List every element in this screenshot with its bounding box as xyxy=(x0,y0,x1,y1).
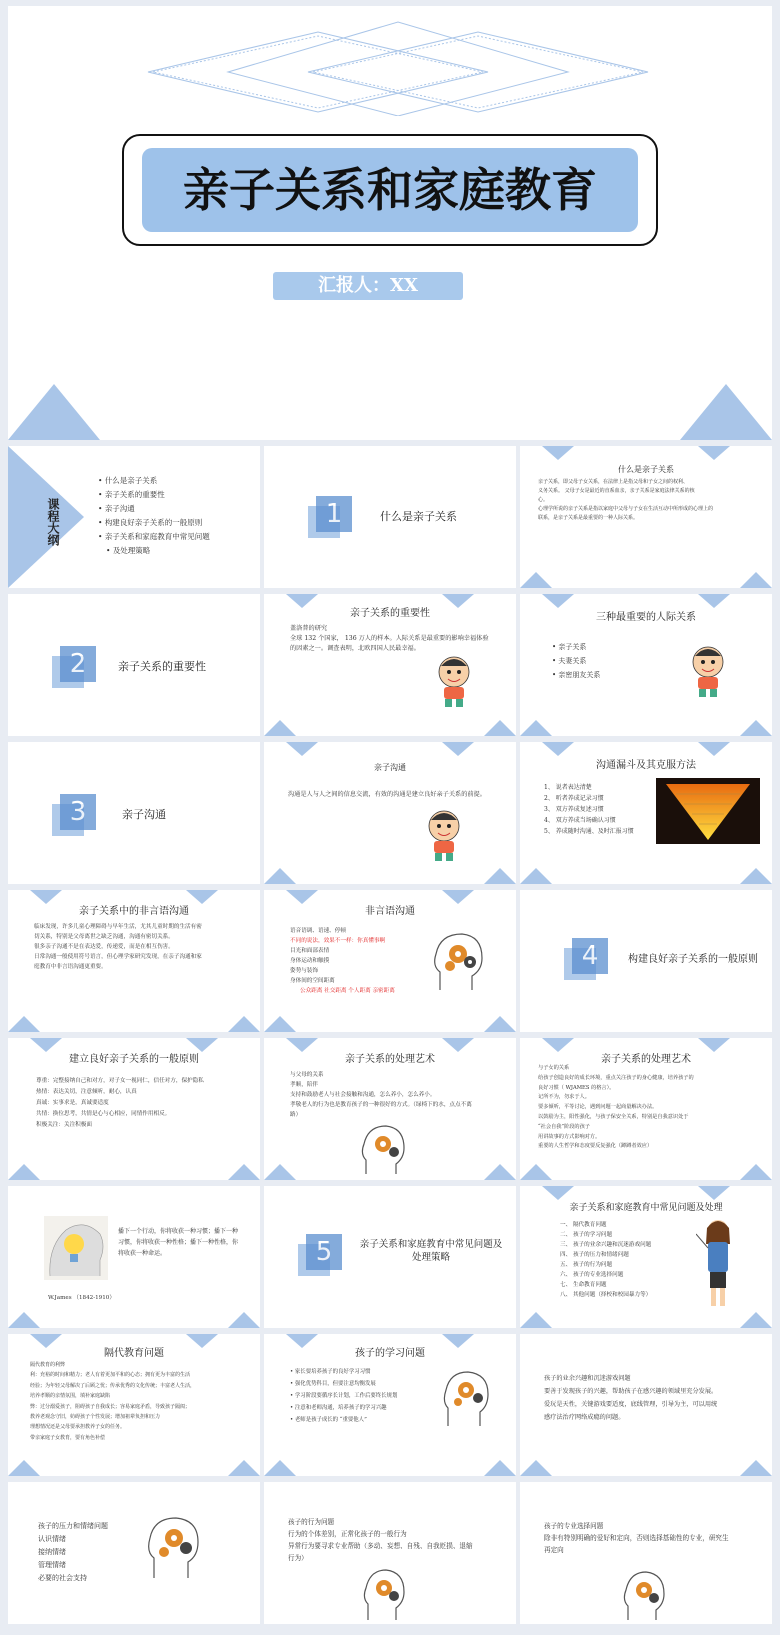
study-list xyxy=(290,1366,397,1426)
slide-section-4[interactable] xyxy=(520,890,772,1032)
slide-funnel[interactable] xyxy=(520,742,772,884)
outline-item: • 亲子关系和家庭教育中常见问题 xyxy=(98,530,210,544)
text-line: 再定向 xyxy=(544,1546,564,1554)
slide-title: 亲子关系的处理艺术 xyxy=(345,1054,435,1065)
text-line: 良好习惯（ WJAMES 的格言）。 xyxy=(538,1084,615,1091)
slide-title: 三种最重要的人际关系 xyxy=(596,612,696,623)
slide-section-3[interactable] xyxy=(8,742,260,884)
cartoon-boy-icon xyxy=(686,644,730,698)
slide-body xyxy=(36,1076,204,1131)
slide-body xyxy=(544,1520,729,1556)
tri-decoration xyxy=(264,1016,296,1032)
slide-stress[interactable] xyxy=(8,1482,260,1624)
tri-decoration xyxy=(740,1312,772,1328)
outline-side-title: 课程大纲 xyxy=(46,498,60,546)
tri-decoration xyxy=(520,1164,552,1180)
title-frame xyxy=(122,134,658,246)
tri-decoration xyxy=(520,1312,552,1328)
text-line: 管理情绪 xyxy=(38,1561,66,1569)
slide-what-is[interactable] xyxy=(520,446,772,588)
relations-list xyxy=(552,640,600,682)
tri-decoration xyxy=(698,446,730,460)
tri-decoration xyxy=(228,1460,260,1476)
section-label: 什么是亲子关系 xyxy=(380,510,457,523)
text-line: 身体间的空间距离 xyxy=(290,978,335,984)
text-line: 利：充裕的时间和精力；老人有着更加平和的心态；拥有更为丰富的生活 xyxy=(30,1372,191,1379)
tri-decoration xyxy=(740,1460,772,1476)
tri-decoration xyxy=(698,1186,730,1200)
tri-decoration xyxy=(520,720,552,736)
reporter-badge: 汇报人：XX xyxy=(273,272,463,300)
tri-decoration xyxy=(740,1164,772,1180)
list-item: 三、 孩子的业余兴趣和沉迷游戏问题 xyxy=(560,1242,652,1248)
text-line: 积极关注：关注积极面 xyxy=(36,1122,92,1128)
funnel-list xyxy=(544,782,634,837)
text-line: 认识情绪 xyxy=(38,1535,66,1543)
section-number: 4 xyxy=(572,938,608,974)
text-line: 孩子的专业选择问题 xyxy=(544,1522,604,1530)
text-line: 身体运动和触摸 xyxy=(290,958,330,964)
slide-problems[interactable] xyxy=(520,1186,772,1328)
slide-section-2[interactable] xyxy=(8,594,260,736)
slide-title: 亲子关系和家庭教育中常见问题及处理 xyxy=(569,1203,723,1213)
slide-nonverbal[interactable] xyxy=(264,890,516,1032)
slide-body xyxy=(38,1520,108,1585)
tri-decoration xyxy=(484,1460,516,1476)
section-label: 亲子关系的重要性 xyxy=(118,660,206,673)
text-line: 要善于发现孩子的兴趣，帮助孩子在感兴趣的领域里充分发展。 xyxy=(544,1388,718,1395)
head-gears-icon xyxy=(358,1122,408,1176)
text-line: 庭教育中非言语沟通更重要。 xyxy=(34,964,107,970)
slide-title: 非言语沟通 xyxy=(365,906,415,917)
list-item: • 老师是孩子成长的 “重要他人” xyxy=(290,1414,397,1426)
text-line: 孝顺，陪伴 xyxy=(290,1082,318,1088)
tri-decoration xyxy=(8,1312,40,1328)
slide-title: 隔代教育问题 xyxy=(104,1348,164,1359)
slide-body xyxy=(538,478,713,523)
list-item: • 注意和老师沟通，培养孩子的学习兴趣 xyxy=(290,1402,397,1414)
tri-decoration xyxy=(520,572,552,588)
section-label: 亲子沟通 xyxy=(122,808,166,821)
quote-author: W.James （1842-1910） xyxy=(48,1295,115,1301)
tri-decoration xyxy=(542,742,574,756)
text-line: 全球 132 个国家， 136 万人的样本。人际关系是最重要的影响幸福体验 xyxy=(290,635,489,642)
text-line: 给孩子创造良好的成长环境，重点关注孩子的身心健康，培养孩子的 xyxy=(538,1074,694,1081)
list-item: 2、 听者养成记录习惯 xyxy=(544,795,604,802)
slide-body xyxy=(538,1064,694,1152)
slide-art-1[interactable] xyxy=(264,1038,516,1180)
tri-decoration xyxy=(264,1164,296,1180)
list-item: • 夫妻关系 xyxy=(552,654,600,668)
text-line: 弊：过分溺爱孩子，阻碍孩子自我成长；容易家庭矛盾，导致孩子隔阂； xyxy=(30,1403,191,1410)
head-gears-icon xyxy=(144,1514,204,1580)
text-line: 理想情况还是父母要承担教养子女的任务。 xyxy=(30,1424,126,1431)
tri-decoration xyxy=(8,1016,40,1032)
text-line: 真诚：实事求是，真诚要适度 xyxy=(36,1100,109,1106)
tri-decoration xyxy=(228,1312,260,1328)
tri-decoration xyxy=(8,1460,40,1476)
tri-decoration xyxy=(264,1460,296,1476)
page-title: 亲子关系和家庭教育 xyxy=(183,163,597,217)
slide-title: 沟通漏斗及其克服方法 xyxy=(596,760,696,771)
text-line: 爱玩是天性，关键游戏要适度，底线管理，引导为主，可以用统 xyxy=(544,1401,718,1408)
text-line: 重要的人生哲学和态度要反复强化（蹲蹲者效应） xyxy=(538,1143,653,1150)
tri-decoration xyxy=(740,720,772,736)
slide-body xyxy=(288,1516,473,1564)
tri-decoration xyxy=(264,720,296,736)
slide-generation[interactable] xyxy=(8,1334,260,1476)
text-line: 与父母的关系 xyxy=(290,1072,324,1078)
quote-text: 播下一个行动，你将收获一种习惯；播下一种习惯，你将收获一种性格；播下一种性格，你将收获一种命运。 xyxy=(118,1228,239,1257)
title-box xyxy=(142,148,638,232)
tri-decoration xyxy=(520,868,552,884)
funnel-graphic xyxy=(656,778,760,844)
list-item: 五、 孩子的行为问题 xyxy=(560,1262,613,1268)
text-line: 尊重：完整接纳自己和对方，对子女一视同仁，信任对方，保护隐私 xyxy=(36,1078,204,1084)
slide-body xyxy=(290,926,395,996)
text-line: 心。 xyxy=(538,497,549,503)
slide-body xyxy=(290,624,489,654)
text-line: 孩子的行为问题 xyxy=(288,1518,335,1526)
slide-art-2[interactable] xyxy=(520,1038,772,1180)
text-line: 目光和面部表情 xyxy=(290,948,330,954)
tri-decoration xyxy=(484,720,516,736)
tri-decoration xyxy=(484,868,516,884)
text-line: 语音语调、语速、停顿 xyxy=(290,928,346,934)
list-item: • 亲子关系 xyxy=(552,640,600,654)
text-line: 除非有特别明确的爱好和定向，否则选择基础性的专业，研究生 xyxy=(544,1534,729,1542)
list-item: 3、 双方养成复述习惯 xyxy=(544,806,604,813)
text-line: 要多倾听，平等讨论，遇到问题一起商量解决办法。 xyxy=(538,1104,658,1111)
list-item: • 强化优势科目，但要注意均衡发展 xyxy=(290,1378,397,1390)
text-line-highlight: 公众距离 社交距离 个人距离 亲密距离 xyxy=(300,988,395,994)
text-line: 孩子的压力和情绪问题 xyxy=(38,1522,108,1530)
text-line: 姿势与装饰 xyxy=(290,968,318,974)
head-gears-icon xyxy=(430,930,486,992)
list-item: • 亲密朋友关系 xyxy=(552,668,600,682)
tri-decoration xyxy=(542,594,574,608)
slide-title: 建立良好亲子关系的一般原则 xyxy=(69,1054,199,1065)
list-item: • 学习阶段要循序长计划，工作后要终长规划 xyxy=(290,1390,397,1402)
text-line: 很多亲子沟通不是在表达爱，传递爱，而是在相互伤害。 xyxy=(34,944,174,950)
slide-title: 什么是亲子关系 xyxy=(618,465,674,474)
head-gears-icon xyxy=(360,1566,410,1622)
outline-item: • 亲子沟通 xyxy=(98,502,210,516)
slide-body xyxy=(290,1070,472,1120)
cartoon-boy-icon xyxy=(422,808,466,862)
slide-section-5[interactable] xyxy=(264,1186,516,1328)
slide-body: 沟通是人与人之间的信息交流，有效的沟通是建立良好亲子关系的前提。 xyxy=(288,791,486,798)
tri-decoration xyxy=(542,1186,574,1200)
list-item: 4、 双方养成当场确认习惯 xyxy=(544,817,616,824)
slide-interest[interactable] xyxy=(520,1334,772,1476)
text-line: 义务关系。 父母子女是最近的直系血亲，亲子关系是家庭法律关系的核 xyxy=(538,488,695,494)
outline-list xyxy=(98,474,210,558)
slide-study[interactable] xyxy=(264,1334,516,1476)
tri-decoration xyxy=(542,446,574,460)
text-line: 临床发现，许多儿童心理障碍与早年生活，尤其儿童时期的生活有密 xyxy=(34,924,202,930)
head-gears-icon xyxy=(620,1568,668,1622)
list-item: 六、 孩子的专业选择问题 xyxy=(560,1272,624,1278)
section-number: 3 xyxy=(60,794,96,830)
slide-outline[interactable] xyxy=(8,446,260,588)
text-line: 接纳情绪 xyxy=(38,1548,66,1556)
diamond-decoration xyxy=(128,16,668,116)
slide-body xyxy=(34,922,202,972)
tri-decoration xyxy=(484,1016,516,1032)
text-line: 经验；为年轻父母解决了后顾之忧；传承优秀的文化传统；丰富老人生活， xyxy=(30,1382,196,1389)
text-line: 孝敬老人的行为也是教育孩子的一种很好的方式。（绿椅下的水，点点不离 xyxy=(290,1102,472,1108)
text-line: 带亲家庭子女教育，要有角色补偿 xyxy=(30,1434,106,1441)
slide-title: 亲子关系的重要性 xyxy=(350,608,430,619)
tri-decoration xyxy=(740,572,772,588)
outline-item: • 什么是亲子关系 xyxy=(98,474,210,488)
list-item: • 家长要培养孩子的良好学习习惯 xyxy=(290,1366,397,1378)
outline-item: • 及处理策略 xyxy=(98,544,210,558)
text-line: 孩子的业余兴趣和沉迷游戏问题 xyxy=(544,1375,631,1382)
tri-decoration xyxy=(484,1164,516,1180)
cartoon-boy-icon xyxy=(432,654,476,708)
text-line: 的因素之一。调查表明，北欧四国人民最幸福。 xyxy=(290,645,420,652)
text-line: 行为的个体差别，正常化孩子的一般行为 xyxy=(288,1530,407,1538)
text-line: 与子女的关系 xyxy=(538,1065,570,1071)
slide-three-relations[interactable] xyxy=(520,594,772,736)
tri-decoration xyxy=(442,742,474,756)
slide-section-1[interactable] xyxy=(264,446,516,588)
text-line: 切关系，特别是父母离世之缺乏沟通，沟通有密切关系。 xyxy=(34,934,174,940)
tri-decoration xyxy=(8,1164,40,1180)
slide-title: 亲子沟通 xyxy=(374,763,406,772)
list-item: 四、 孩子的压力和情绪问题 xyxy=(560,1252,629,1258)
slide-title: 亲子关系中的非言语沟通 xyxy=(79,906,189,917)
section-label: 亲子关系和家庭教育中常见问题及处理策略 xyxy=(359,1239,503,1263)
slide-body xyxy=(544,1372,717,1424)
tri-decoration xyxy=(740,868,772,884)
cover-slide xyxy=(8,6,772,440)
text-line: 异常行为要寻求专业帮助（多动、妄想、自残、自我贬损、退缩 xyxy=(288,1542,473,1550)
text-line: 教养老观念守旧，妨碍孩子个性发展；增加祖辈负担和压力 xyxy=(30,1414,161,1421)
section-number: 5 xyxy=(306,1234,342,1270)
text-line: 支持和鼓励老人与社会接触和沟通，怎么养小，怎么养小。 xyxy=(290,1092,436,1098)
text-line: 行为） xyxy=(288,1554,308,1562)
slide-major[interactable] xyxy=(520,1482,772,1624)
tri-decoration xyxy=(228,1016,260,1032)
slide-quote[interactable] xyxy=(8,1186,260,1328)
text-line: 培养孝顺的亲情氛围，填补家庭缺陷 xyxy=(30,1393,111,1400)
text-line: 隔代教育的利弊 xyxy=(30,1362,66,1368)
text-line: “社会自我”阶段的孩子 xyxy=(538,1123,590,1130)
text-line: 共情：换位思考，共情是心与心相应，同情作用相反。 xyxy=(36,1111,171,1117)
tri-decoration xyxy=(698,742,730,756)
teacher-figure-icon xyxy=(696,1216,740,1310)
section-label: 构建良好亲子关系的一般原则 xyxy=(628,954,758,965)
slide-importance[interactable] xyxy=(264,594,516,736)
tri-decoration xyxy=(520,1460,552,1476)
section-number: 1 xyxy=(316,496,352,532)
text-line: 感疗法治疗网络成瘾的问题。 xyxy=(544,1414,625,1421)
outline-item: • 构建良好亲子关系的一般原则 xyxy=(98,516,210,530)
tri-decoration xyxy=(228,1164,260,1180)
text-line-highlight: 不同的说法，效果不一样：你真懂事啊 xyxy=(290,938,386,944)
list-item: 5、 养成随时沟通、及时汇报习惯 xyxy=(544,828,634,835)
text-line: 心理学所说的亲子关系是指以家庭中父母与子女在生活互动中所形成的心理上的 xyxy=(538,506,714,512)
text-line: 亲子关系，即父母子女关系，在法律上是指父母和子女之间的权利、 xyxy=(538,479,689,485)
text-line: 以鼓励为主，阳性强化，与孩子保安全关系，特别是自我意识处于 xyxy=(538,1113,689,1120)
tri-decoration xyxy=(264,868,296,884)
slide-communication[interactable] xyxy=(264,742,516,884)
slide-behavior[interactable] xyxy=(264,1482,516,1624)
section-number: 2 xyxy=(60,646,96,682)
slide-title: 亲子关系的处理艺术 xyxy=(601,1054,691,1065)
text-line: 联系，是亲子关系是最重要的一种人际关系。 xyxy=(538,515,639,521)
slide-principles[interactable] xyxy=(8,1038,260,1180)
text-line: 热情：表达关切，注意倾听，耐心，认真 xyxy=(36,1089,137,1095)
text-line: 必要的社会支持 xyxy=(38,1574,87,1582)
slide-nonverbal-intro[interactable] xyxy=(8,890,260,1032)
text-line: 路） xyxy=(290,1112,302,1118)
list-item: 1、 说者表达清楚 xyxy=(544,784,592,791)
corner-triangle-left xyxy=(8,384,100,440)
text-line: 记所不为，勿求于人。 xyxy=(538,1094,590,1101)
text-line: 盖洛普的研究 xyxy=(290,625,328,632)
list-item: 七、 生命教育问题 xyxy=(560,1282,607,1288)
text-line: 用讲故事的方式影响对方。 xyxy=(538,1133,601,1140)
list-item: 一、 隔代教育问题 xyxy=(560,1222,607,1228)
outline-item: • 亲子关系的重要性 xyxy=(98,488,210,502)
corner-triangle-right xyxy=(680,384,772,440)
tri-decoration xyxy=(698,594,730,608)
text-line: 日常沟通一般使用符号语言，但心理学家研究发现，在亲子沟通和家 xyxy=(34,954,202,960)
problems-list xyxy=(560,1220,651,1300)
list-item: 二、 孩子的学习问题 xyxy=(560,1232,613,1238)
lightbulb-head-icon xyxy=(44,1216,108,1280)
tri-decoration xyxy=(286,742,318,756)
slide-body xyxy=(30,1360,195,1443)
list-item: 八、 其他问题（择校和校园暴力等） xyxy=(560,1292,652,1298)
head-gears-icon xyxy=(440,1368,492,1428)
slide-title: 孩子的学习问题 xyxy=(355,1348,425,1359)
